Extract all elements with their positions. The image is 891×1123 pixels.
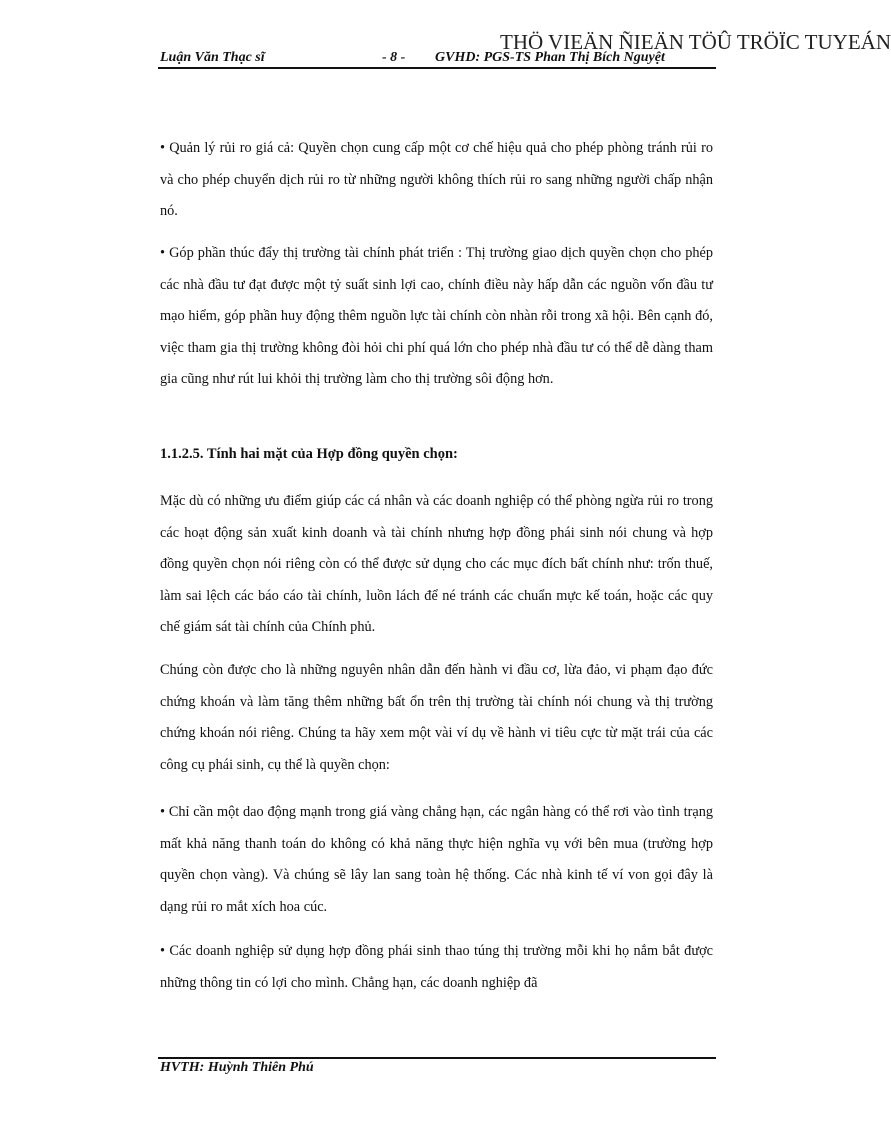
thesis-label: Luận Văn Thạc sĩ: [160, 50, 265, 65]
paragraph-market-growth: • Góp phần thúc đẩy thị trường tài chính phát triển : Thị trường giao dịch quyền chọn cho phép các nhà đầu tư đạt được một tỷ suất sinh lợi cao, chính điều này hấp dẫn các nguồn vốn đầu tư mạo hiểm, góp phần huy động thêm nguồn lực tài chính còn nhàn rỗi trong xã hội. Bên cạnh đó, việc tham gia thị trường không đòi hỏi chi phí quá lớn cho phép nhà đầu tư có thể dễ dàng tham gia cũng như rút lui khỏi thị trường làm cho thị trường sôi động hơn.: [160, 245, 713, 388]
section-heading: 1.1.2.5. Tính hai mặt của Hợp đồng quyền chọn:: [160, 446, 458, 462]
header-divider: [158, 67, 716, 69]
footer-divider: [158, 1057, 716, 1059]
paragraph-price-risk: • Quản lý rủi ro giá cả: Quyền chọn cung cấp một cơ chế hiệu quả cho phép phòng tránh rủi ro và cho phép chuyển dịch rủi ro từ những người không thích rủi ro sang những người chấp nhận nó.: [160, 140, 713, 220]
watermark-text: THÖ VIEÄN ÑIEÄN TÖÛ TRÖÏC TUYEÁN: [500, 30, 891, 54]
paragraph-gold-example: • Chỉ cần một dao động mạnh trong giá vàng chẳng hạn, các ngân hàng có thể rơi vào tình trạng mất khả năng thanh toán do không có khả năng thực hiện nghĩa vụ với bên mua (trường hợp quyền chọn vàng). Và chúng sẽ lây lan sang toàn hệ thống. Các nhà kinh tế ví von gọi đây là dạng rủi ro mắt xích hoa cúc.: [160, 804, 713, 915]
paragraph-speculation: Chúng còn được cho là những nguyên nhân dẫn đến hành vi đầu cơ, lừa đảo, vi phạm đạo đức chứng khoán và làm tăng thêm những bất ổn trên thị trường tài chính nói chung và thị trường chứng khoán nói riêng. Chúng ta hãy xem một vài ví dụ về hành vi tiêu cực từ mặt trái của các công cụ phái sinh, cụ thể là quyền chọn:: [160, 662, 713, 773]
page-footer: HVTH: Huỳnh Thiên Phú: [160, 1060, 314, 1075]
advisor-label: GVHD: PGS-TS Phan Thị Bích Nguyệt: [435, 50, 665, 65]
paragraph-market-manipulation: • Các doanh nghiệp sử dụng hợp đồng phái sinh thao túng thị trường mỗi khi họ nắm bắt được những thông tin có lợi cho mình. Chẳng hạn, các doanh nghiệp đã: [160, 943, 713, 991]
paragraph-despite-advantages: Mặc dù có những ưu điểm giúp các cá nhân và các doanh nghiệp có thể phòng ngừa rủi ro trong các hoạt động sản xuất kinh doanh và tài chính nhưng hợp đồng phái sinh nói chung và hợp đồng quyền chọn nói riêng còn có thể được sử dụng cho các mục đích bất chính như: trốn thuế, làm sai lệch các báo cáo tài chính, luồn lách để né tránh các chuẩn mực kế toán, hoặc các quy chế giám sát tài chính của Chính phủ.: [160, 493, 713, 636]
page-number: - 8 -: [382, 50, 406, 65]
